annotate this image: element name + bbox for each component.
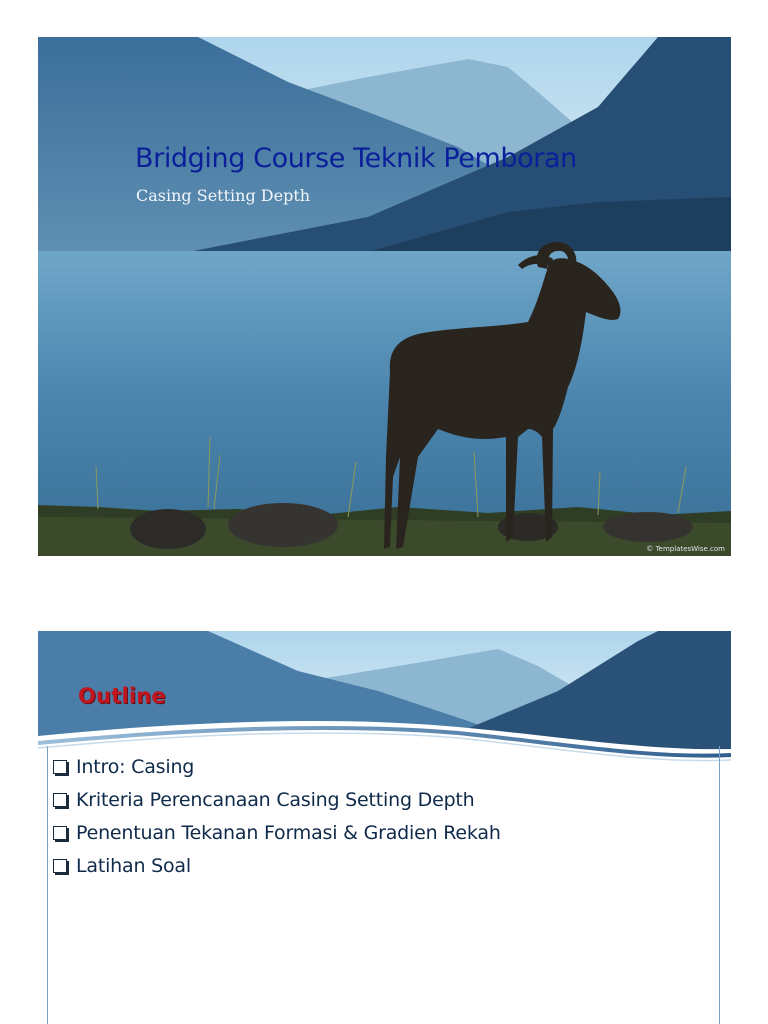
checkbox-bullet-icon: [53, 760, 67, 774]
checkbox-bullet-icon: [53, 826, 67, 840]
list-item: [53, 750, 501, 783]
slide-title: Bridging Course Teknik Pemboran: [135, 143, 577, 174]
image-credit: © TemplatesWise.com: [646, 545, 725, 553]
list-item-text: Latihan Soal: [76, 854, 191, 877]
checkbox-bullet-icon: [53, 793, 67, 807]
outline-title: Outline: [78, 684, 166, 708]
list-item: [53, 849, 501, 882]
mountain-lake-goat-image: [38, 37, 731, 556]
list-item: [53, 783, 501, 816]
outline-slide: [38, 631, 731, 1024]
checkbox-bullet-icon: [53, 859, 67, 873]
list-item-text: Kriteria Perencanaan Casing Setting Depth: [76, 788, 475, 811]
list-item: [53, 816, 501, 849]
outline-list: [53, 750, 501, 882]
list-item-text: Intro: Casing: [76, 755, 195, 778]
slide-subtitle: Casing Setting Depth: [136, 186, 311, 205]
title-slide: [38, 37, 731, 556]
list-item-text: Penentuan Tekanan Formasi & Gradien Rekah: [76, 821, 501, 844]
